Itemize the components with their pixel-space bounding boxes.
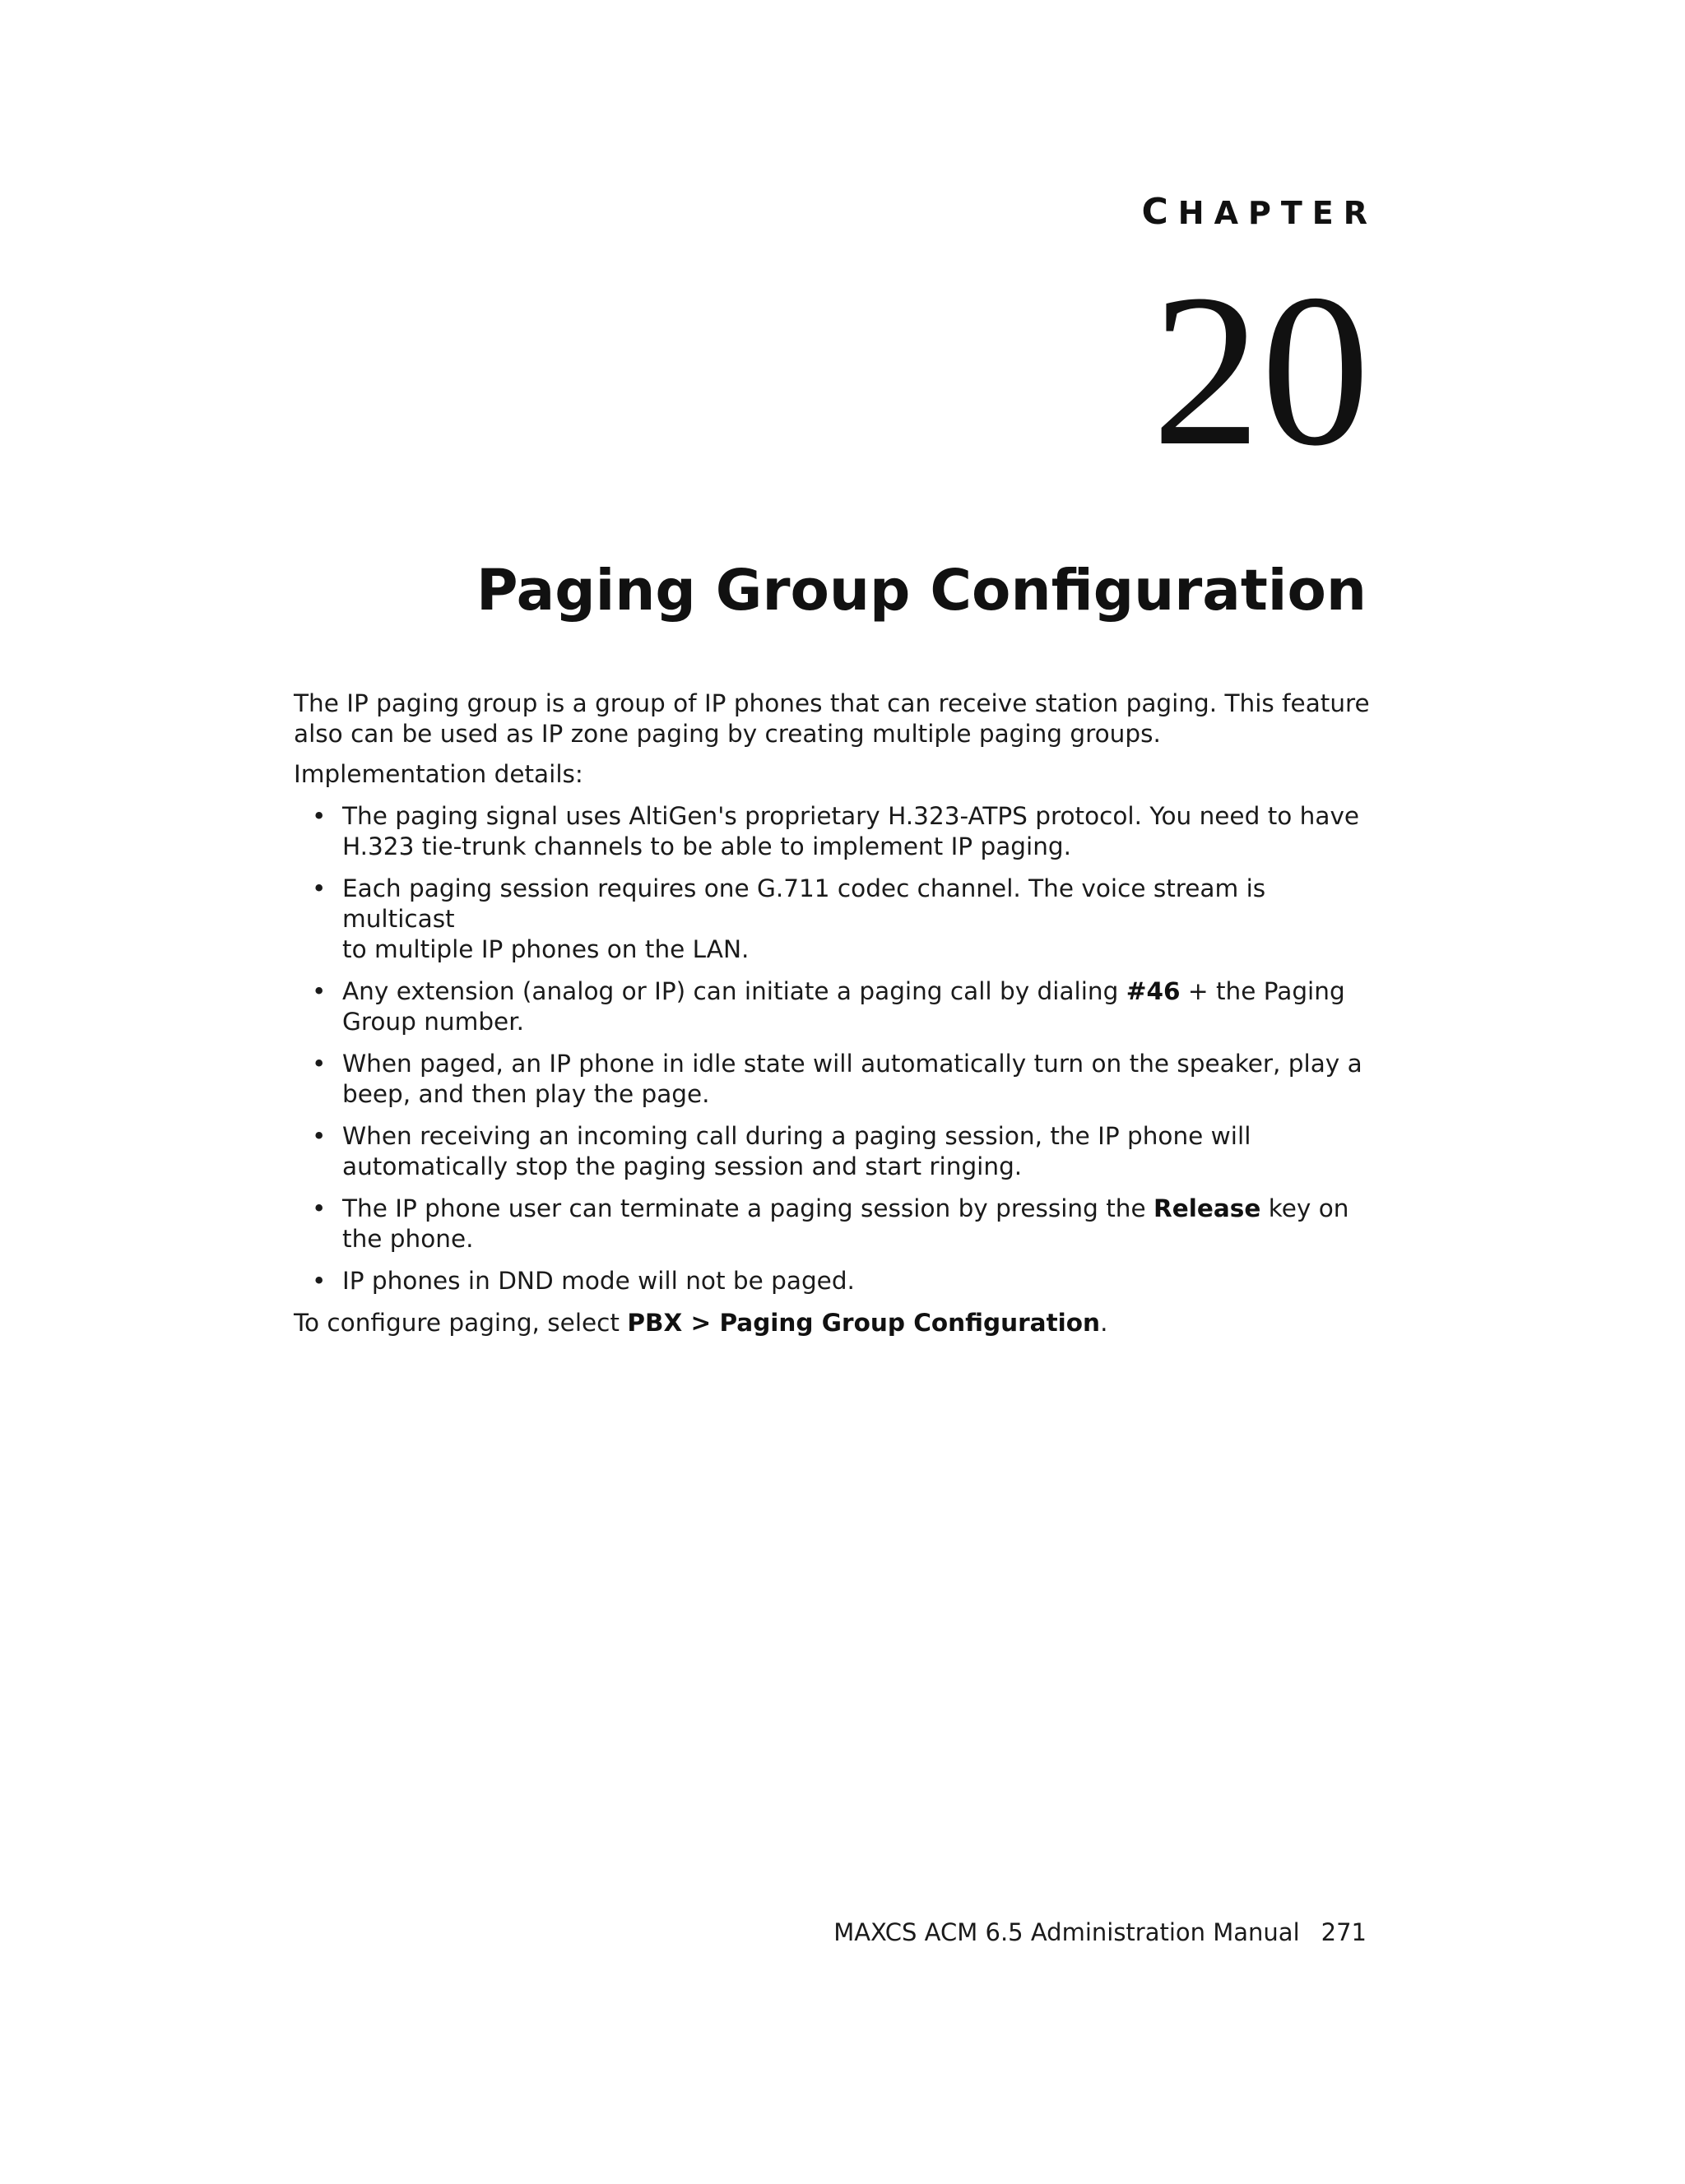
list-item-line-2: automatically stop the paging session and start ringing.: [342, 1152, 1023, 1180]
page-footer: [833, 1918, 1367, 1946]
list-item-line-2: beep, and then play the page.: [342, 1080, 710, 1108]
list-item: [294, 1121, 1380, 1182]
list-item: [294, 976, 1380, 1037]
list-item-line-2: the phone.: [342, 1225, 474, 1253]
manual-title: MAXCS ACM 6.5 Administration Manual: [833, 1918, 1300, 1946]
list-item-line-2: H.323 tie-trunk channels to be able to implement IP paging.: [342, 832, 1071, 860]
chapter-label-rest: HAPTER: [1177, 195, 1377, 231]
chapter-number: 20: [1152, 250, 1370, 491]
implementation-details-list: [294, 801, 1380, 1296]
list-item-text-post: key on: [1260, 1194, 1349, 1222]
bullet-icon: •: [312, 802, 327, 830]
chapter-label-first: C: [1141, 191, 1178, 233]
intro-line-2: also can be used as IP zone paging by creating multiple paging groups.: [294, 720, 1161, 748]
menu-path: PBX > Paging Group Configuration: [627, 1309, 1101, 1337]
configure-instruction: [294, 1308, 1380, 1338]
list-item-line-2: to multiple IP phones on the LAN.: [342, 935, 750, 963]
chapter-label: [1142, 191, 1378, 233]
bullet-icon: •: [312, 1050, 327, 1078]
intro-paragraph: [294, 689, 1380, 749]
list-item: [294, 1266, 1380, 1296]
bullet-icon: •: [312, 1267, 327, 1295]
release-key-label: Release: [1154, 1194, 1261, 1222]
list-item: [294, 1194, 1380, 1254]
bullet-icon: •: [312, 977, 327, 1005]
bullet-icon: •: [312, 874, 327, 902]
chapter-body: [294, 689, 1380, 1348]
list-item-line-1: The paging signal uses AltiGen's proprietary H.323-ATPS protocol. You need to have: [342, 802, 1360, 830]
list-item-text-pre: The IP phone user can terminate a paging session by pressing the: [342, 1194, 1154, 1222]
intro-line-1: The IP paging group is a group of IP phones that can receive station paging. This feature: [294, 689, 1370, 717]
list-item-text-post: + the Paging: [1180, 977, 1345, 1005]
list-item-text-pre: Any extension (analog or IP) can initiate a paging call by dialing: [342, 977, 1126, 1005]
list-item-line-1: IP phones in DND mode will not be paged.: [342, 1267, 855, 1295]
implementation-details-label: Implementation details:: [294, 760, 583, 788]
configure-text-post: .: [1100, 1309, 1108, 1337]
paging-access-code: #46: [1126, 977, 1181, 1005]
list-item-line-1: When paged, an IP phone in idle state will automatically turn on the speaker, play a: [342, 1050, 1362, 1078]
list-item: [294, 1049, 1380, 1110]
configure-text-pre: To configure paging, select: [294, 1309, 628, 1337]
list-item: [294, 874, 1380, 965]
list-item-line-1: Each paging session requires one G.711 codec channel. The voice stream is multicast: [342, 874, 1266, 933]
page-number: 271: [1321, 1918, 1367, 1946]
bullet-icon: •: [312, 1194, 327, 1222]
list-item-line-2: Group number.: [342, 1008, 524, 1036]
list-item: [294, 801, 1380, 862]
chapter-title: Paging Group Configuration: [476, 558, 1367, 624]
bullet-icon: •: [312, 1122, 327, 1150]
list-item-line-1: When receiving an incoming call during a paging session, the IP phone will: [342, 1122, 1251, 1150]
